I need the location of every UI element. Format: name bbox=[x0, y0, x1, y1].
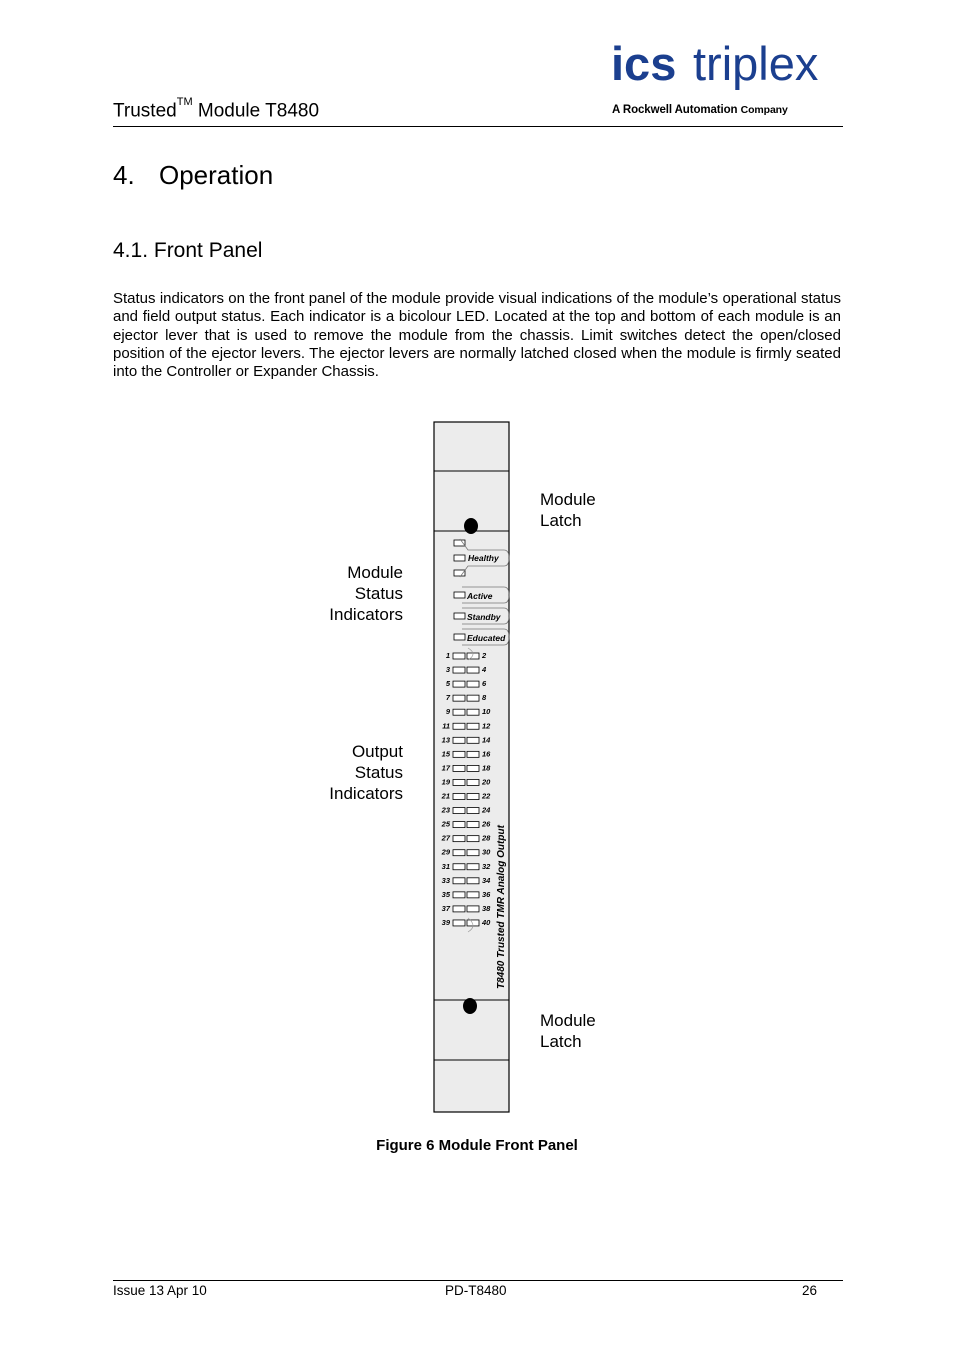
channel-number-right: 30 bbox=[482, 847, 491, 857]
footer-issue: Issue 13 Apr 10 bbox=[113, 1283, 207, 1298]
channel-led bbox=[453, 737, 465, 743]
channel-led bbox=[467, 737, 479, 743]
channel-number-right: 36 bbox=[482, 889, 491, 899]
channel-number-right: 40 bbox=[482, 917, 491, 927]
channel-number-left: 25 bbox=[441, 819, 450, 829]
footer-doc-id: PD-T8480 bbox=[445, 1283, 507, 1298]
body-paragraph: Status indicators on the front panel of the module provide visual indications of the module’s operational status and field output status. Each indicator is a bicolour LED. Located at the top and bottom of each module is an ejector lever that is used to remove the module from the chassis. Limit switches detect the open/closed position of the ejector levers. The ejector levers are normally latched closed when the module is firmly seated into the Controller or Expander Chassis. bbox=[113, 290, 841, 381]
channel-led bbox=[467, 850, 479, 856]
header-divider bbox=[113, 126, 843, 127]
channel-number-right: 12 bbox=[482, 721, 491, 731]
header-title bbox=[113, 96, 320, 122]
footer-page-number: 26 bbox=[802, 1283, 818, 1298]
channel-led bbox=[453, 892, 465, 898]
channel-led bbox=[467, 836, 479, 842]
status-label-active: Active bbox=[467, 591, 493, 601]
channel-led bbox=[453, 808, 465, 814]
channel-number-right: 28 bbox=[482, 833, 491, 843]
channel-led bbox=[453, 850, 465, 856]
label-line: Indicators bbox=[329, 784, 403, 803]
channel-number-right: 2 bbox=[482, 651, 487, 660]
ics-triplex-logo bbox=[611, 44, 843, 100]
channel-led bbox=[467, 864, 479, 870]
channel-led bbox=[467, 794, 479, 800]
label-line: Status bbox=[354, 763, 403, 782]
channel-number-left: 11 bbox=[442, 721, 450, 731]
channel-number-left: 31 bbox=[441, 861, 450, 871]
channel-number-right: 8 bbox=[482, 693, 487, 703]
led bbox=[454, 555, 465, 561]
channel-led bbox=[467, 779, 479, 785]
footer-divider bbox=[113, 1280, 843, 1281]
channel-led bbox=[467, 892, 479, 898]
status-label-standby: Standby bbox=[467, 612, 501, 622]
channel-number-right: 22 bbox=[482, 791, 491, 801]
channel-led bbox=[453, 709, 465, 715]
logo-brand-light: triplex bbox=[693, 44, 819, 90]
section-title: Operation bbox=[159, 160, 274, 190]
channel-number-left: 37 bbox=[441, 903, 450, 913]
status-led bbox=[454, 592, 465, 598]
channel-number-right: 20 bbox=[482, 777, 491, 787]
label-output-status-indicators bbox=[283, 741, 403, 804]
module-front-panel bbox=[430, 418, 514, 1118]
channel-number-right: 32 bbox=[482, 861, 491, 871]
channel-number-right: 26 bbox=[482, 819, 491, 829]
channel-led bbox=[467, 681, 479, 687]
channel-led bbox=[453, 681, 465, 687]
status-label-healthy: Healthy bbox=[468, 553, 499, 563]
channel-led bbox=[467, 765, 479, 771]
trademark-mark: TM bbox=[176, 96, 193, 108]
label-line: Latch bbox=[540, 511, 582, 530]
channel-led bbox=[467, 709, 479, 715]
channel-number-left: 17 bbox=[441, 763, 450, 773]
channel-led bbox=[453, 878, 465, 884]
channel-number-right: 38 bbox=[482, 903, 491, 913]
channel-number-left: 3 bbox=[445, 665, 450, 675]
channel-number-left: 13 bbox=[441, 735, 450, 745]
channel-led bbox=[467, 723, 479, 729]
channel-number-left: 7 bbox=[445, 693, 450, 703]
channel-led bbox=[453, 779, 465, 785]
channel-led bbox=[453, 906, 465, 912]
label-line: Latch bbox=[540, 1032, 582, 1051]
channel-led bbox=[467, 822, 479, 828]
channel-number-left: 35 bbox=[441, 889, 450, 899]
bottom-latch-screw bbox=[463, 998, 477, 1014]
channel-led bbox=[453, 822, 465, 828]
channel-led bbox=[467, 667, 479, 673]
channel-led bbox=[467, 906, 479, 912]
label-module-status-indicators bbox=[283, 562, 403, 625]
channel-number-right: 4 bbox=[482, 665, 487, 675]
status-led bbox=[454, 634, 465, 640]
section-heading bbox=[113, 160, 273, 191]
channel-led bbox=[453, 920, 465, 926]
label-line: Status bbox=[354, 584, 403, 603]
logo-tagline-text: A Rockwell Automation bbox=[612, 104, 738, 116]
section-number: 4. bbox=[113, 160, 135, 190]
channel-led bbox=[467, 808, 479, 814]
subsection-heading: 4.1. Front Panel bbox=[113, 239, 263, 262]
channel-number-right: 18 bbox=[482, 763, 491, 773]
channel-led bbox=[453, 765, 465, 771]
label-module-latch-top bbox=[540, 489, 596, 531]
channel-led bbox=[467, 751, 479, 757]
channel-number-right: 24 bbox=[482, 805, 491, 815]
channel-number-right: 34 bbox=[482, 875, 491, 885]
channel-number-left: 33 bbox=[441, 875, 450, 885]
channel-led bbox=[453, 864, 465, 870]
status-led bbox=[454, 613, 465, 619]
channel-number-right: 16 bbox=[482, 749, 491, 759]
top-latch-screw bbox=[464, 518, 478, 534]
logo-tagline-suffix: Company bbox=[740, 104, 788, 116]
channel-number-left: 39 bbox=[441, 917, 450, 927]
header-module: Module T8480 bbox=[197, 100, 320, 122]
header-product: Trusted bbox=[113, 100, 177, 122]
label-line: Indicators bbox=[329, 605, 403, 624]
figure-caption: Figure 6 Module Front Panel bbox=[376, 1137, 578, 1154]
channel-led bbox=[467, 878, 479, 884]
channel-number-left: 27 bbox=[441, 833, 450, 843]
channel-number-left: 21 bbox=[441, 791, 450, 801]
label-line: Module bbox=[347, 563, 403, 582]
channel-number-left: 5 bbox=[445, 679, 450, 689]
channel-number-left: 9 bbox=[445, 707, 450, 717]
module-vertical-label: T8480 Trusted TMR Analog Output bbox=[496, 825, 507, 989]
channel-number-left: 15 bbox=[441, 749, 450, 759]
channel-number-left: 29 bbox=[441, 847, 450, 857]
channel-number-left: 19 bbox=[441, 777, 450, 787]
channel-number-right: 6 bbox=[482, 679, 487, 689]
status-label-educated: Educated bbox=[467, 633, 506, 643]
channel-led bbox=[467, 695, 479, 701]
channel-led bbox=[453, 751, 465, 757]
label-line: Module bbox=[540, 1011, 596, 1030]
label-line: Output bbox=[351, 742, 403, 761]
channel-number-right: 10 bbox=[482, 707, 491, 717]
channel-led bbox=[453, 723, 465, 729]
channel-led bbox=[453, 836, 465, 842]
channel-number-right: 14 bbox=[482, 735, 491, 745]
label-module-latch-bottom bbox=[540, 1010, 596, 1052]
channel-led bbox=[453, 667, 465, 673]
logo-brand-bold: ics bbox=[611, 44, 677, 90]
channel-led bbox=[453, 653, 465, 659]
logo-tagline bbox=[612, 104, 788, 116]
channel-number-left: 23 bbox=[441, 805, 450, 815]
channel-number-left: 1 bbox=[445, 651, 450, 660]
channel-led bbox=[453, 794, 465, 800]
label-line: Module bbox=[540, 490, 596, 509]
channel-led bbox=[453, 695, 465, 701]
